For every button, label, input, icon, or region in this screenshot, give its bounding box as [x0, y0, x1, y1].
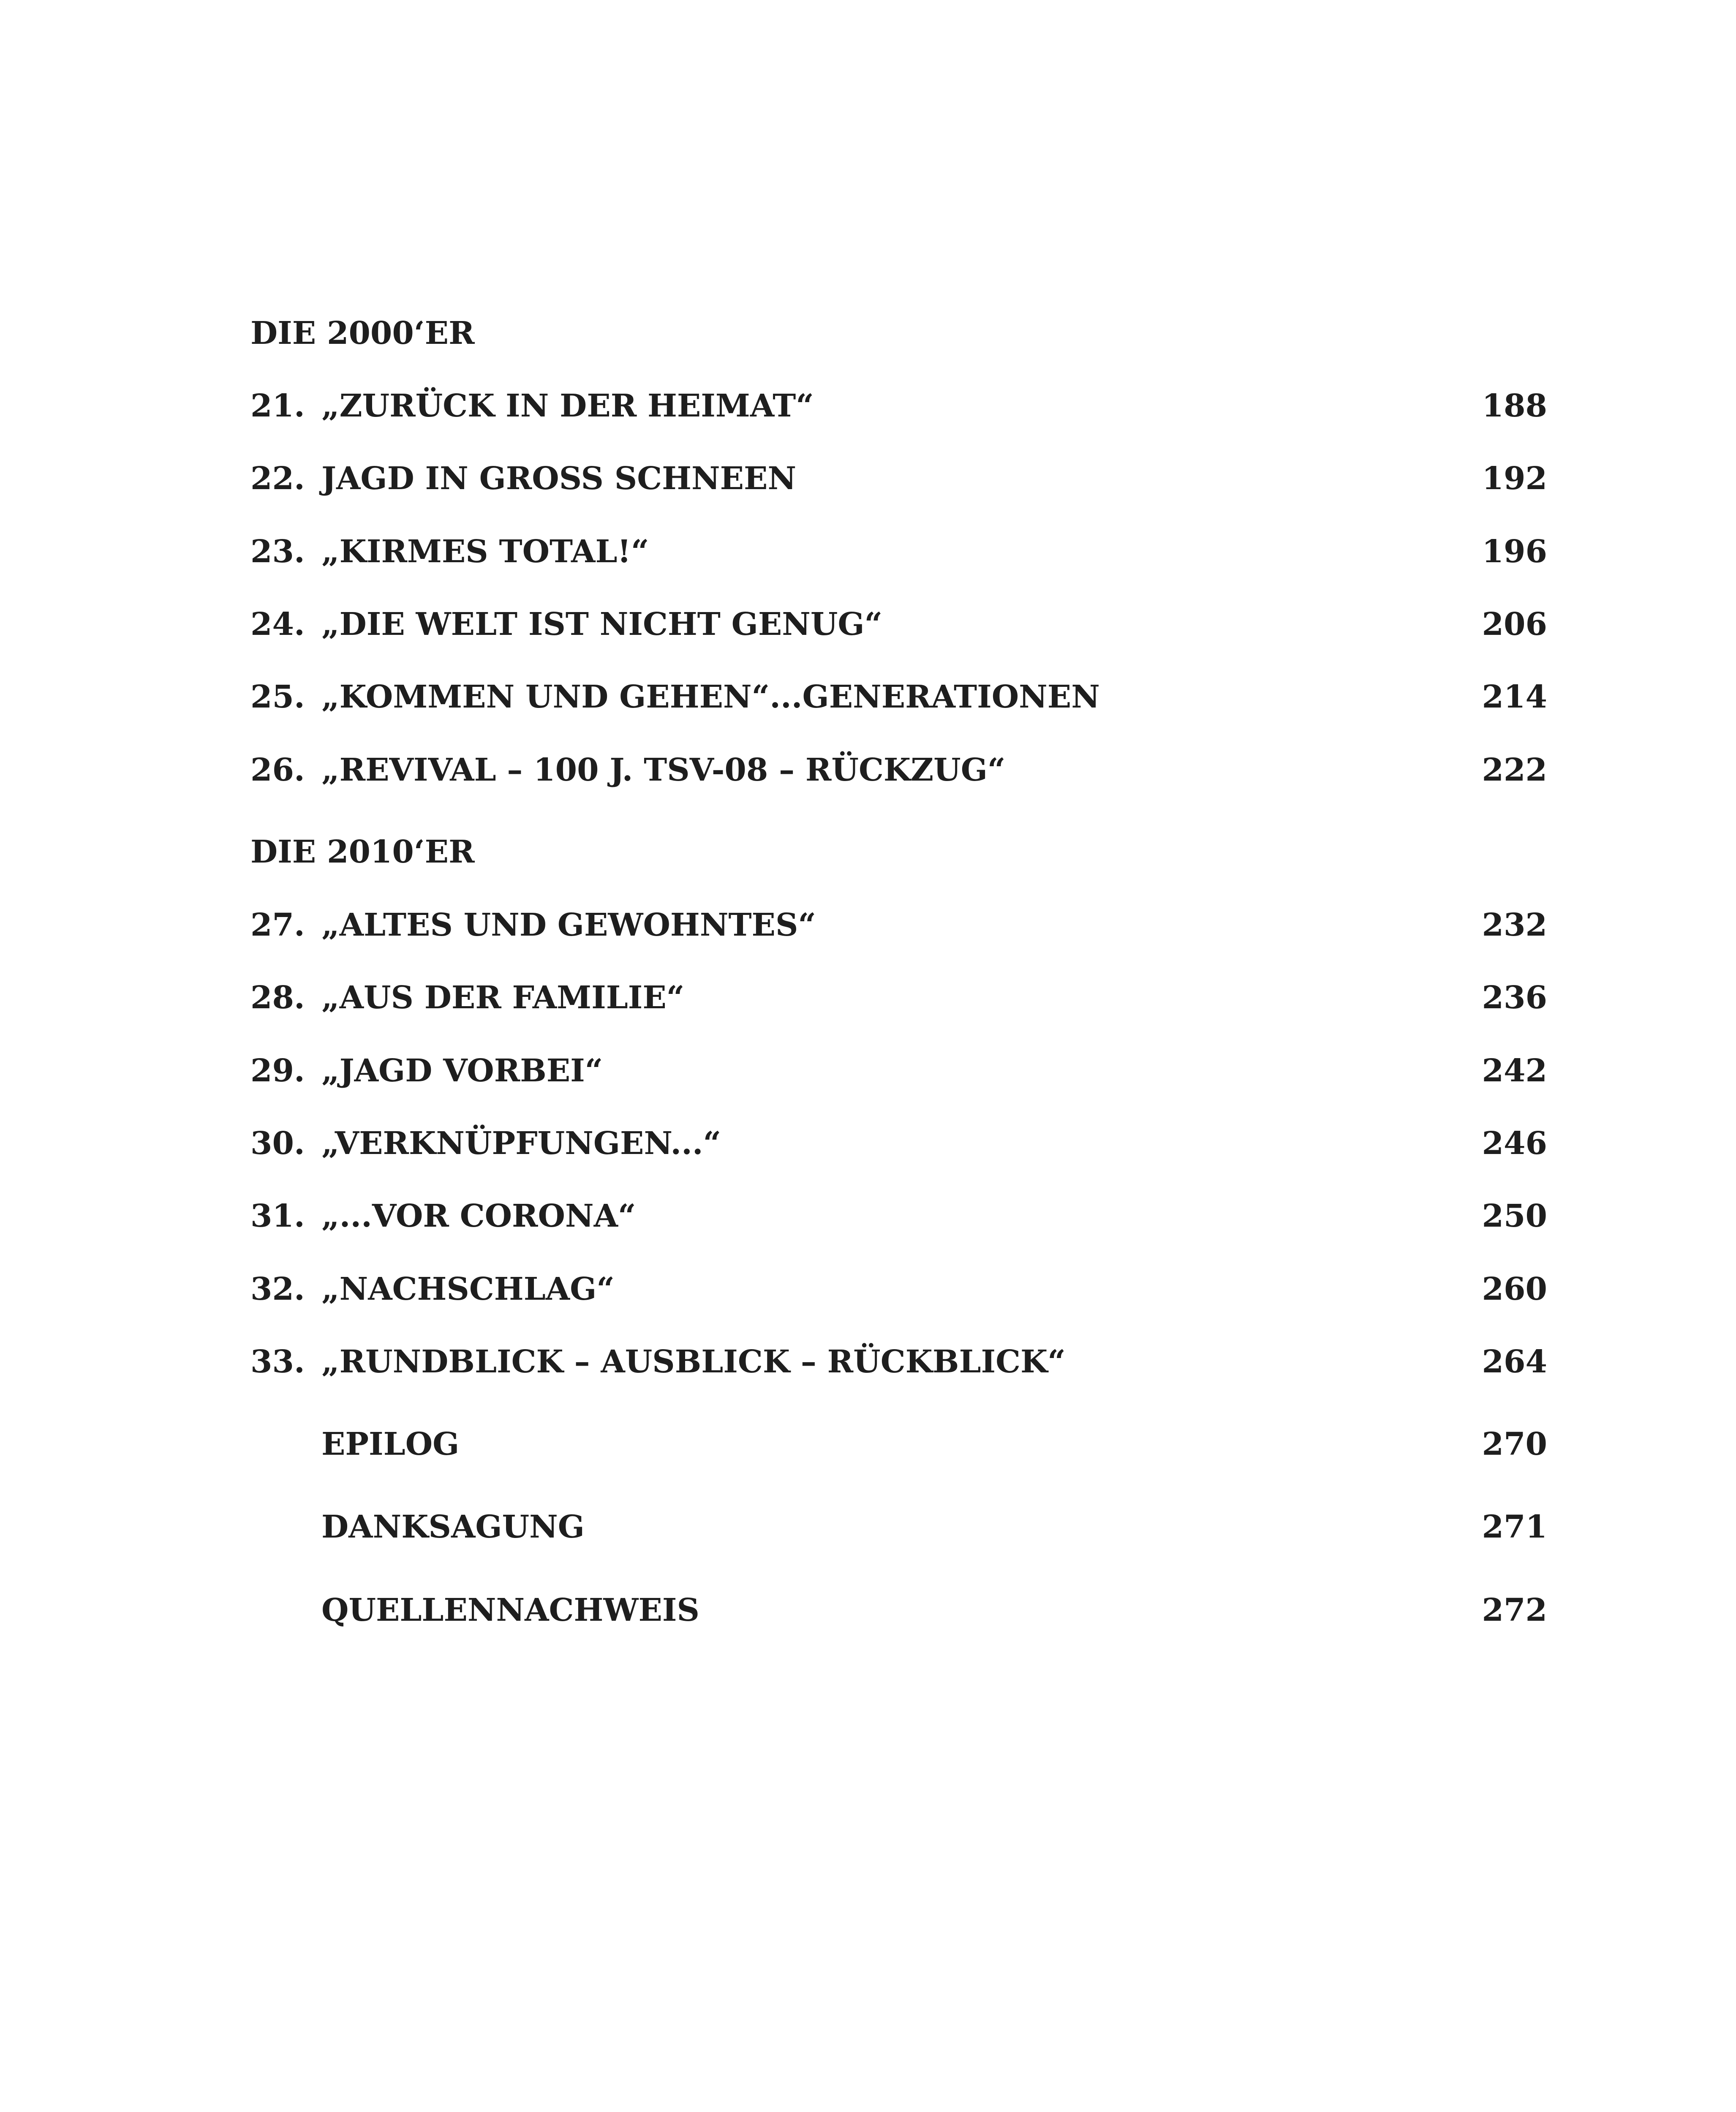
entry-page: 214: [1482, 679, 1547, 715]
entry-number: 21.: [250, 388, 305, 424]
entry-number: 33.: [250, 1344, 305, 1380]
toc-entry-31[interactable]: [250, 1193, 1547, 1239]
entry-page: 222: [1482, 752, 1547, 788]
entry-page: 232: [1482, 907, 1547, 943]
entry-page: 270: [1482, 1426, 1547, 1462]
entry-title: „DIE WELT IST NICHT GENUG“: [321, 606, 883, 642]
entry-title: „JAGD VORBEI“: [321, 1053, 603, 1089]
entry-page: 242: [1482, 1053, 1547, 1089]
entry-title: „ALTES UND GEWOHNTES“: [321, 907, 816, 943]
entry-page: 246: [1482, 1125, 1547, 1162]
toc-entry-33[interactable]: [250, 1339, 1547, 1385]
entry-number: 32.: [250, 1271, 305, 1307]
entry-number: 23.: [250, 533, 305, 570]
entry-title: EPILOG: [321, 1426, 460, 1462]
toc-entry-30[interactable]: [250, 1120, 1547, 1167]
toc-entry-23[interactable]: [250, 528, 1547, 575]
toc-entry-26[interactable]: [250, 747, 1547, 793]
entry-number: 24.: [250, 606, 305, 642]
entry-number: 25.: [250, 679, 305, 715]
entry-title: „NACHSCHLAG“: [321, 1271, 615, 1307]
entry-title: QUELLENNACHWEIS: [321, 1592, 699, 1628]
section-heading-2000s: [250, 310, 1547, 357]
entry-title: „KOMMEN UND GEHEN“...GENERATIONEN: [321, 679, 1100, 715]
toc-entry-32[interactable]: [250, 1266, 1547, 1312]
entry-title: „...VOR CORONA“: [321, 1198, 636, 1234]
entry-title: „KIRMES TOTAL!“: [321, 533, 649, 570]
entry-title: JAGD IN GROSS SCHNEEN: [321, 460, 797, 497]
section-heading-label: DIE 2000‘ER: [250, 315, 475, 351]
entry-page: 264: [1482, 1344, 1547, 1380]
section-heading-2010s: [250, 829, 1547, 875]
entry-number: 30.: [250, 1125, 305, 1162]
entry-page: 272: [1482, 1592, 1547, 1628]
entry-title: „REVIVAL – 100 J. TSV-08 – RÜCKZUG“: [321, 752, 1006, 788]
toc-entry-danksagung[interactable]: [250, 1504, 1547, 1550]
section-heading-label: DIE 2010‘ER: [250, 834, 475, 870]
toc-entry-29[interactable]: [250, 1048, 1547, 1094]
entry-page: 206: [1482, 606, 1547, 642]
entry-number: 26.: [250, 752, 305, 788]
toc-entry-quellennachweis[interactable]: [250, 1587, 1547, 1633]
entry-page: 260: [1482, 1271, 1547, 1307]
toc-entry-28[interactable]: [250, 974, 1547, 1021]
toc-entry-22[interactable]: [250, 455, 1547, 502]
toc-entry-24[interactable]: [250, 601, 1547, 648]
entry-number: 22.: [250, 460, 305, 497]
entry-page: 250: [1482, 1198, 1547, 1234]
entry-title: „VERKNÜPFUNGEN...“: [321, 1125, 721, 1162]
entry-page: 188: [1482, 388, 1547, 424]
entry-title: „ZURÜCK IN DER HEIMAT“: [321, 388, 814, 424]
entry-page: 196: [1482, 533, 1547, 570]
entry-number: 29.: [250, 1053, 305, 1089]
entry-title: „RUNDBLICK – AUSBLICK – RÜCKBLICK“: [321, 1344, 1066, 1380]
entry-number: 28.: [250, 980, 305, 1016]
toc-entry-25[interactable]: [250, 674, 1547, 720]
entry-number: 31.: [250, 1198, 305, 1234]
entry-page: 236: [1482, 980, 1547, 1016]
toc-entry-21[interactable]: [250, 383, 1547, 429]
entry-page: 192: [1482, 460, 1547, 497]
entry-page: 271: [1482, 1509, 1547, 1545]
entry-number: 27.: [250, 907, 305, 943]
entry-title: DANKSAGUNG: [321, 1509, 585, 1545]
toc-entry-27[interactable]: [250, 902, 1547, 948]
toc-entry-epilog[interactable]: [250, 1421, 1547, 1467]
entry-title: „AUS DER FAMILIE“: [321, 980, 685, 1016]
